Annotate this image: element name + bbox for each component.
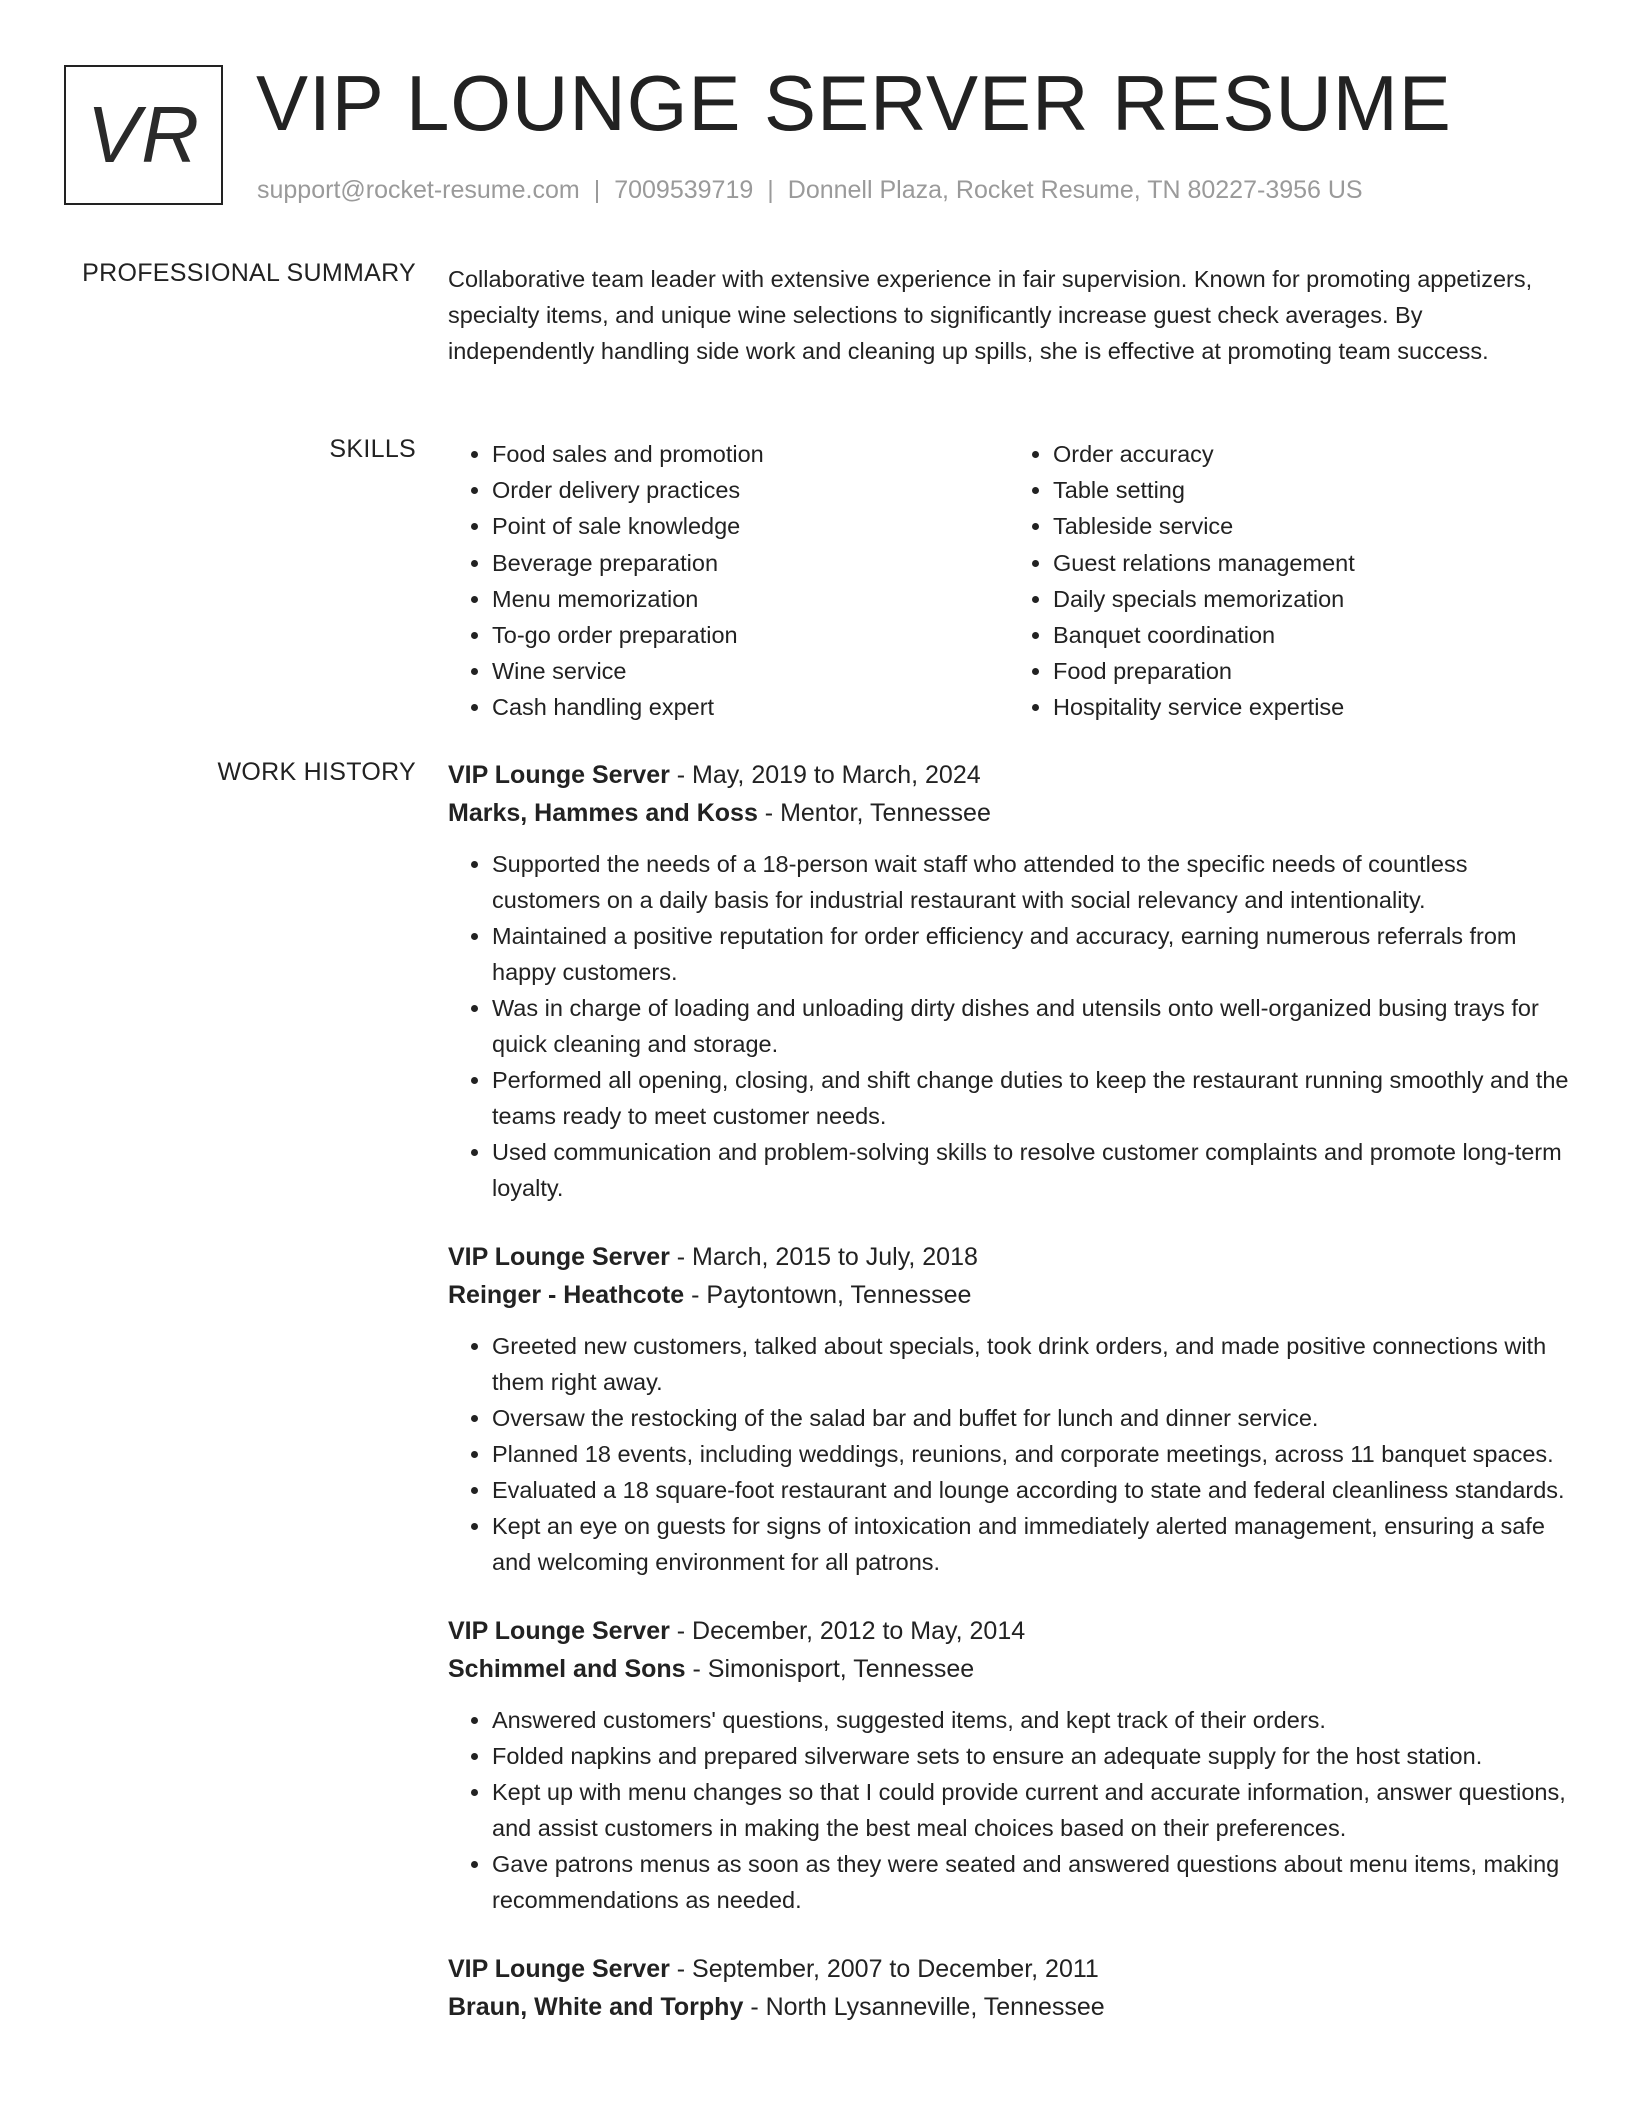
job-company-line <box>448 1276 1570 1314</box>
skill-item: • Order accuracy <box>1053 436 1570 472</box>
job-bullet: • Supported the needs of a 18-person wait staff who attended to the specific needs of countless customers on a daily basis for industrial restaurant with social relevancy and intentionality. <box>492 846 1570 918</box>
job-bullet: • Kept an eye on guests for signs of intoxication and immediately alerted management, ensuring a safe and welcoming environment for all patrons. <box>492 1508 1570 1580</box>
job-title: VIP Lounge Server <box>448 1955 670 1983</box>
job-bullets <box>448 846 1570 1206</box>
skill-item: • Order delivery practices <box>492 472 1009 508</box>
job-bullet: • Gave patrons menus as soon as they were seated and answered questions about menu items, making recommendations as needed. <box>492 1846 1570 1918</box>
skill-item: • Guest relations management <box>1053 545 1570 581</box>
job-entry <box>448 1612 1570 1918</box>
job-bullets <box>448 1328 1570 1580</box>
skill-item: • Hospitality service expertise <box>1053 689 1570 725</box>
skill-item: • Food preparation <box>1053 653 1570 689</box>
job-bullet: • Answered customers' questions, suggested items, and kept track of their orders. <box>492 1702 1570 1738</box>
skill-item: • Banquet coordination <box>1053 617 1570 653</box>
skill-item: • Cash handling expert <box>492 689 1009 725</box>
job-bullet: • Was in charge of loading and unloading dirty dishes and utensils onto well-organized busing trays for quick cleaning and storage. <box>492 990 1570 1062</box>
skills-list-right <box>1009 436 1570 726</box>
job-company: Braun, White and Torphy <box>448 1993 744 2021</box>
skill-item: • Tableside service <box>1053 508 1570 544</box>
job-title-line <box>448 1612 1570 1650</box>
skill-item: • Wine service <box>492 653 1009 689</box>
job-bullet: • Greeted new customers, talked about specials, took drink orders, and made positive connections with them right away. <box>492 1328 1570 1400</box>
skill-item: • Table setting <box>1053 472 1570 508</box>
job-location: - Paytontown, Tennessee <box>684 1281 972 1309</box>
job-title: VIP Lounge Server <box>448 761 670 789</box>
job-bullet: • Used communication and problem-solving skills to resolve customer complaints and promote long-term loyalty. <box>492 1134 1570 1206</box>
skill-item: • Daily specials memorization <box>1053 581 1570 617</box>
job-bullet: • Oversaw the restocking of the salad bar and buffet for lunch and dinner service. <box>492 1400 1570 1436</box>
resume-header <box>64 59 1564 215</box>
skill-item: • Food sales and promotion <box>492 436 1009 472</box>
skill-item: • To-go order preparation <box>492 617 1009 653</box>
job-location: - North Lysanneville, Tennessee <box>743 1993 1105 2021</box>
job-bullets <box>448 1702 1570 1918</box>
skills-heading: SKILLS <box>329 435 416 463</box>
skill-item: • Menu memorization <box>492 581 1009 617</box>
job-company-line <box>448 1988 1570 2026</box>
contact-separator: | <box>767 176 774 204</box>
skill-item: • Point of sale knowledge <box>492 508 1009 544</box>
contact-phone: 7009539719 <box>614 176 754 204</box>
contact-address: Donnell Plaza, Rocket Resume, TN 80227-3956 US <box>787 176 1363 204</box>
job-company: Reinger - Heathcote <box>448 1281 685 1309</box>
job-bullet: • Folded napkins and prepared silverware sets to ensure an adequate supply for the host station. <box>492 1738 1570 1774</box>
contact-separator: | <box>593 176 601 204</box>
monogram-logo: VR <box>64 65 223 205</box>
job-title-line <box>448 756 1570 794</box>
work-history-body <box>448 756 1570 2058</box>
page-title: VIP LOUNGE SERVER RESUME <box>256 59 1452 147</box>
job-bullet: • Kept up with menu changes so that I could provide current and accurate information, answer questions, and assist customers in making the best meal choices based on their preferences. <box>492 1774 1570 1846</box>
skill-item: • Beverage preparation <box>492 545 1009 581</box>
summary-text: Collaborative team leader with extensive experience in fair supervision. Known for promoting appetizers, specialty items, and unique wine selections to significantly increase guest check averages. By independently handling side work and cleaning up spills, she is effective at promoting team success. <box>448 266 1533 364</box>
job-title-line <box>448 1238 1570 1276</box>
summary-heading: PROFESSIONAL SUMMARY <box>82 259 416 287</box>
skills-list-left <box>448 436 1009 726</box>
job-title-line <box>448 1950 1570 1988</box>
job-dates: - September, 2007 to December, 2011 <box>669 1955 1099 1983</box>
job-company-line <box>448 794 1570 832</box>
job-dates: - May, 2019 to March, 2024 <box>669 761 981 789</box>
job-bullet: • Maintained a positive reputation for order efficiency and accuracy, earning numerous referrals from happy customers. <box>492 918 1570 990</box>
job-company: Schimmel and Sons <box>448 1655 686 1683</box>
job-title: VIP Lounge Server <box>448 1617 670 1645</box>
job-bullet: • Planned 18 events, including weddings, reunions, and corporate meetings, across 11 banquet spaces. <box>492 1436 1570 1472</box>
job-entry <box>448 1238 1570 1580</box>
contact-email: support@rocket-resume.com <box>257 176 580 204</box>
work-history-heading: WORK HISTORY <box>217 758 416 786</box>
job-company-line <box>448 1650 1570 1688</box>
contact-line <box>257 176 1363 205</box>
job-entry <box>448 1950 1570 2026</box>
job-entry <box>448 756 1570 1206</box>
skills-body <box>448 436 1570 726</box>
job-location: - Simonisport, Tennessee <box>685 1655 975 1683</box>
summary-body <box>448 261 1570 369</box>
job-company: Marks, Hammes and Koss <box>448 799 758 827</box>
skills-columns <box>448 436 1570 726</box>
job-location: - Mentor, Tennessee <box>757 799 991 827</box>
job-dates: - December, 2012 to May, 2014 <box>669 1617 1026 1645</box>
job-bullet: • Performed all opening, closing, and shift change duties to keep the restaurant running smoothly and the teams ready to meet customer needs. <box>492 1062 1570 1134</box>
job-dates: - March, 2015 to July, 2018 <box>669 1243 978 1271</box>
job-bullet: • Evaluated a 18 square-foot restaurant and lounge according to state and federal cleanliness standards. <box>492 1472 1570 1508</box>
job-title: VIP Lounge Server <box>448 1243 670 1271</box>
